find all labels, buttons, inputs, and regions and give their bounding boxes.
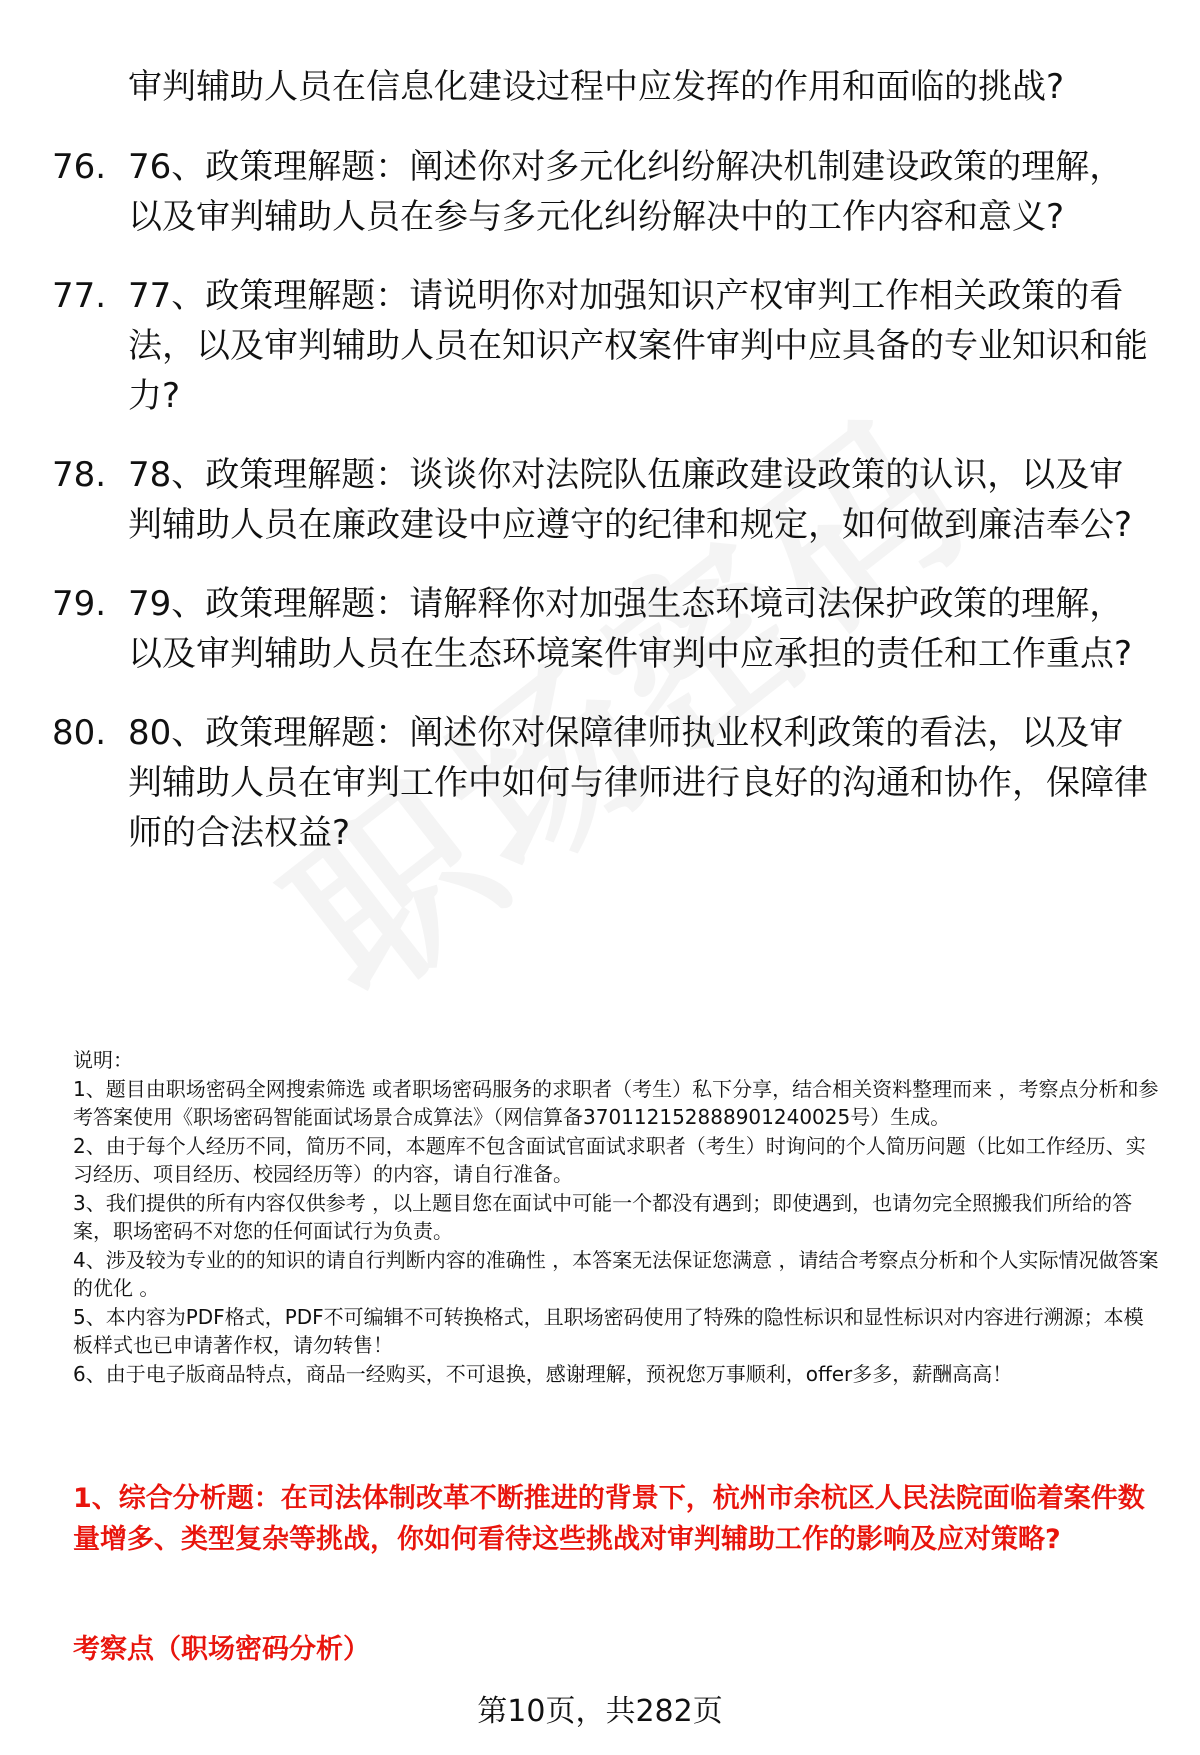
note-item: 5、本内容为PDF格式，PDF不可编辑不可转换格式，且职场密码使用了特殊的隐性标识和显性标识对内容进行溯源；本模板样式也已申请著作权，请勿转售！ [73, 1304, 1144, 1357]
note-item: 6、由于电子版商品特点，商品一经购买，不可退换，感谢理解，预祝您万事顺利，offer多多，薪酬高高！ [73, 1361, 1013, 1386]
question-number: 78. [52, 455, 107, 495]
question-item [0, 142, 1200, 242]
question-item [0, 450, 1200, 550]
question-text: 78、政策理解题：谈谈你对法院队伍廉政建设政策的认识，以及审判辅助人员在廉政建设中应遵守的纪律和规定，如何做到廉洁奉公? [128, 455, 1133, 545]
notes-section [73, 1046, 1163, 1388]
section-question: 1、综合分析题：在司法体制改革不断推进的背景下，杭州市余杭区人民法院面临着案件数量增多、类型复杂等挑战，你如何看待这些挑战对审判辅助工作的影响及应对策略? [73, 1483, 1145, 1555]
question-item [0, 708, 1200, 858]
note-item: 3、我们提供的所有内容仅供参考 ，以上题目您在面试中可能一个都没有遇到；即使遇到，也请勿完全照搬我们所给的答案，职场密码不对您的任何面试行为负责。 [73, 1190, 1133, 1243]
question-number: 80. [52, 713, 107, 753]
question-item [0, 271, 1200, 421]
note-item: 4、涉及较为专业的的知识的请自行判断内容的准确性 ，本答案无法保证您满意 ，请结合考察点分析和个人实际情况做答案的优化 。 [73, 1247, 1159, 1300]
question-list [0, 142, 1200, 887]
page-footer: 第10页，共282页 [477, 1694, 723, 1729]
question-text: 77、政策理解题：请说明你对加强知识产权审判工作相关政策的看法，以及审判辅助人员在知识产权案件审判中应具备的专业知识和能力? [128, 276, 1148, 416]
question-number: 79. [52, 584, 107, 624]
note-item: 1、题目由职场密码全网搜索筛选 或者职场密码服务的求职者（考生）私下分享，结合相关资料整理而来 ，考察点分析和参考答案使用《职场密码智能面试场景合成算法》（网信算备370112152888901240025号）生成。 [73, 1076, 1159, 1129]
section-subheading: 考察点（职场密码分析） [73, 1634, 370, 1665]
question-text: 79、政策理解题：请解释你对加强生态环境司法保护政策的理解，以及审判辅助人员在生态环境案件审判中应承担的责任和工作重点? [128, 584, 1133, 674]
question-number: 77. [52, 276, 107, 316]
question-item [0, 579, 1200, 679]
question-number: 76. [52, 147, 107, 187]
question-text: 76、政策理解题：阐述你对多元化纠纷解决机制建设政策的理解，以及审判辅助人员在参与多元化纠纷解决中的工作内容和意义? [128, 147, 1124, 237]
note-item: 2、由于每个人经历不同，简历不同，本题库不包含面试官面试求职者（考生）时询问的个人简历问题（比如工作经历、实习经历、项目经历、校园经历等）的内容，请自行准备。 [73, 1133, 1146, 1186]
question-text: 80、政策理解题：阐述你对保障律师执业权利政策的看法，以及审判辅助人员在审判工作中如何与律师进行良好的沟通和协作，保障律师的合法权益? [128, 713, 1148, 853]
notes-heading: 说明： [73, 1048, 133, 1072]
continued-question-line: 审判辅助人员在信息化建设过程中应发挥的作用和面临的挑战? [128, 67, 1065, 107]
